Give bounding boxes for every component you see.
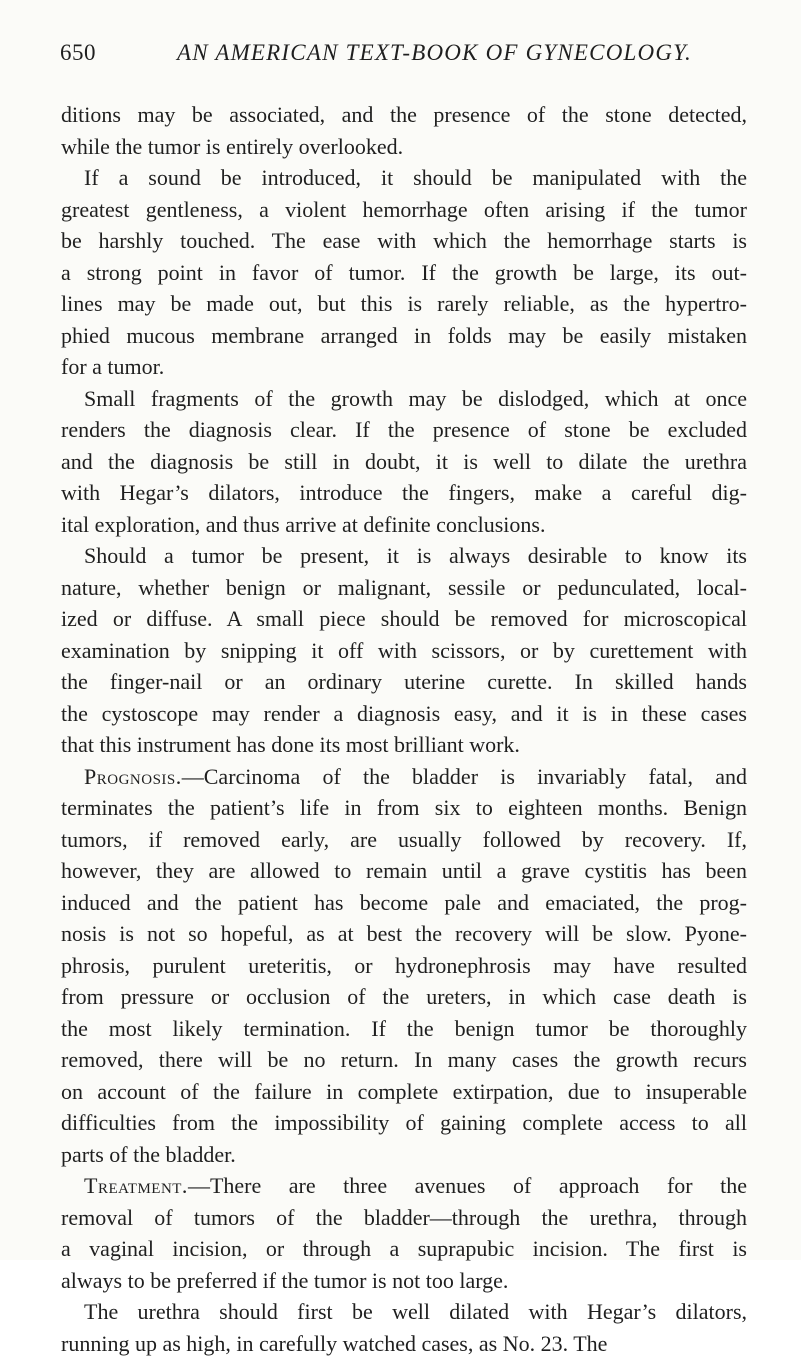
text-line: [61, 509, 747, 541]
line-text: If a sound be introduced, it should be manipulated with the: [84, 165, 747, 190]
line-text: and the diagnosis be still in doubt, it is well to dilate the urethra: [61, 449, 747, 474]
line-text: ized or diffuse. A small piece should be removed for microscopical: [61, 606, 747, 631]
text-line: [61, 225, 747, 257]
text-line: [61, 729, 747, 761]
line-text: running up as high, in carefully watched cases, as No. 23. The: [61, 1331, 607, 1356]
text-line: [61, 446, 747, 478]
line-text: on account of the failure in complete extirpation, due to insuperable: [61, 1079, 747, 1104]
line-text: parts of the bladder.: [61, 1142, 236, 1167]
line-text: removal of tumors of the bladder—through the urethra, through: [61, 1205, 747, 1230]
line-text: the cystoscope may render a diagnosis easy, and it is in these cases: [61, 701, 747, 726]
line-text: the finger-nail or an ordinary uterine curette. In skilled hands: [61, 669, 747, 694]
text-line: [61, 635, 747, 667]
line-text: a vaginal incision, or through a suprapubic incision. The first is: [61, 1236, 747, 1261]
line-text: The urethra should first be well dilated with Hegar’s dilators,: [84, 1299, 747, 1324]
text-line: [61, 824, 747, 856]
text-line: [61, 288, 747, 320]
line-text: phrosis, purulent ureteritis, or hydronephrosis may have resulted: [61, 953, 747, 978]
text-line: [61, 131, 747, 163]
text-line: [61, 320, 747, 352]
section-heading: Treatment.: [84, 1173, 188, 1198]
line-text: tumors, if removed early, are usually followed by recovery. If,: [61, 827, 747, 852]
text-line: [61, 1107, 747, 1139]
line-text: from pressure or occlusion of the ureters, in which case death is: [61, 984, 747, 1009]
text-line: [61, 1202, 747, 1234]
text-line: [61, 99, 747, 131]
line-text: ditions may be associated, and the presence of the stone detected,: [61, 102, 747, 127]
line-text: Small fragments of the growth may be dislodged, which at once: [84, 386, 747, 411]
text-line: [61, 666, 747, 698]
line-text: renders the diagnosis clear. If the presence of stone be excluded: [61, 417, 747, 442]
text-line: [61, 572, 747, 604]
text-line: [61, 194, 747, 226]
line-text: with Hegar’s dilators, introduce the fingers, make a careful dig-: [61, 480, 747, 505]
line-text: the most likely termination. If the benign tumor be thoroughly: [61, 1016, 747, 1041]
text-line: [61, 1076, 747, 1108]
text-line: [61, 855, 747, 887]
line-text: —Carcinoma of the bladder is invariably fatal, and: [182, 764, 747, 789]
text-line: [61, 351, 747, 383]
line-text: removed, there will be no return. In many cases the growth recurs: [61, 1047, 747, 1072]
line-text: be harshly touched. The ease with which the hemorrhage starts is: [61, 228, 747, 253]
text-line: [61, 383, 747, 415]
text-line: [61, 477, 747, 509]
line-text: nosis is not so hopeful, as at best the recovery will be slow. Pyone-: [61, 921, 747, 946]
line-text: that this instrument has done its most brilliant work.: [61, 732, 520, 757]
text-line: [61, 1265, 747, 1297]
line-text: induced and the patient has become pale and emaciated, the prog-: [61, 890, 747, 915]
section-heading: Prognosis.: [84, 764, 182, 789]
text-line: [61, 761, 747, 793]
page-number: 650: [60, 40, 96, 66]
body-text: [61, 99, 747, 1359]
line-text: difficulties from the impossibility of gaining complete access to all: [61, 1110, 747, 1135]
line-text: however, they are allowed to remain until a grave cystitis has been: [61, 858, 747, 883]
line-text: —There are three avenues of approach for the: [188, 1173, 747, 1198]
text-line: [61, 950, 747, 982]
line-text: while the tumor is entirely overlooked.: [61, 134, 403, 159]
text-line: [61, 698, 747, 730]
text-line: [61, 257, 747, 289]
page-header: [60, 40, 750, 72]
text-line: [61, 1044, 747, 1076]
text-line: [61, 1013, 747, 1045]
line-text: terminates the patient’s life in from six to eighteen months. Benign: [61, 795, 747, 820]
text-line: [61, 540, 747, 572]
text-line: [61, 1170, 747, 1202]
line-text: phied mucous membrane arranged in folds may be easily mistaken: [61, 323, 747, 348]
text-line: [61, 981, 747, 1013]
text-line: [61, 162, 747, 194]
text-line: [61, 792, 747, 824]
text-line: [61, 918, 747, 950]
line-text: Should a tumor be present, it is always desirable to know its: [84, 543, 747, 568]
line-text: for a tumor.: [61, 354, 164, 379]
text-line: [61, 1296, 747, 1328]
running-title: AN AMERICAN TEXT-BOOK OF GYNECOLOGY.: [177, 40, 692, 66]
text-line: [61, 414, 747, 446]
line-text: nature, whether benign or malignant, sessile or pedunculated, local-: [61, 575, 747, 600]
text-line: [61, 603, 747, 635]
text-line: [61, 1328, 747, 1359]
text-line: [61, 1139, 747, 1171]
line-text: ital exploration, and thus arrive at definite conclusions.: [61, 512, 545, 537]
line-text: always to be preferred if the tumor is not too large.: [61, 1268, 508, 1293]
text-line: [61, 887, 747, 919]
line-text: lines may be made out, but this is rarely reliable, as the hypertro-: [61, 291, 747, 316]
line-text: examination by snipping it off with scissors, or by curettement with: [61, 638, 747, 663]
line-text: a strong point in favor of tumor. If the growth be large, its out-: [61, 260, 747, 285]
line-text: greatest gentleness, a violent hemorrhage often arising if the tumor: [61, 197, 747, 222]
